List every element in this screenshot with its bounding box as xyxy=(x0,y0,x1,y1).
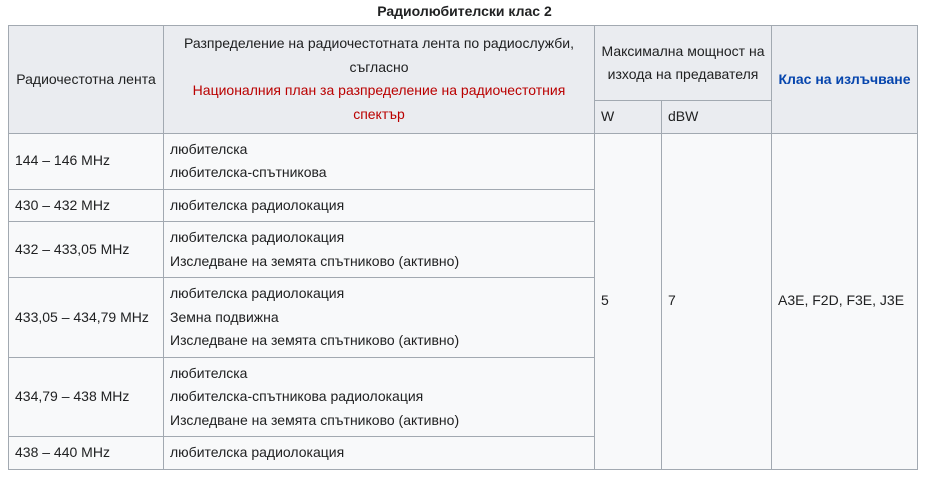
national-plan-link[interactable]: Националния план за разпределение на радиочестотния спектър xyxy=(192,82,566,122)
band-cell: 432 – 433,05 MHz xyxy=(9,222,164,278)
services-cell xyxy=(164,437,595,470)
services-cell xyxy=(164,278,595,358)
license-class-table xyxy=(8,25,918,470)
table-caption: Радиолюбителски клас 2 xyxy=(377,3,552,19)
service-line: любителска радиолокация xyxy=(170,285,345,301)
service-line: Изследване на земята спътниково (активно) xyxy=(170,332,460,348)
service-line: любителска радиолокация xyxy=(170,229,345,245)
header-power-dbw: dBW xyxy=(662,101,772,134)
services-cell xyxy=(164,357,595,437)
header-power-w: W xyxy=(595,101,662,134)
service-line: любителска радиолокация xyxy=(170,196,345,213)
services-cell xyxy=(164,222,595,278)
power-dbw-cell: 7 xyxy=(662,133,772,469)
service-line: любителска радиолокация xyxy=(170,444,345,460)
header-power: Максимална мощност на изхода на предавателя xyxy=(595,26,772,101)
band-cell: 433,05 – 434,79 MHz xyxy=(9,278,164,358)
service-line: Изследване на земята спътниково (активно) xyxy=(170,252,460,269)
emission-class-link[interactable]: Клас на излъчване xyxy=(778,70,911,87)
band-cell: 438 – 440 MHz xyxy=(9,437,164,470)
band-cell: 430 – 432 MHz xyxy=(9,189,164,222)
band-cell: 144 – 146 MHz xyxy=(9,133,164,189)
service-line: Изследване на земята спътниково (активно) xyxy=(170,411,460,428)
service-line: любителска-спътникова радиолокация xyxy=(170,388,424,404)
header-band: Радиочестотна лента xyxy=(9,26,164,134)
header-allocation xyxy=(164,26,595,134)
service-line: любителска-спътникова xyxy=(170,164,327,180)
services-cell xyxy=(164,133,595,189)
header-allocation-text: Разпределение на радиочестотната лента по радиослужби, съгласно xyxy=(183,35,575,75)
power-w-cell: 5 xyxy=(595,133,662,469)
band-cell: 434,79 – 438 MHz xyxy=(9,357,164,437)
service-line: любителска xyxy=(170,364,248,381)
table-row xyxy=(9,133,918,189)
service-line: Земна подвижна xyxy=(170,308,279,325)
service-line: любителска xyxy=(170,140,248,157)
services-cell xyxy=(164,189,595,222)
emission-cell: A3E, F2D, F3E, J3E xyxy=(772,133,918,469)
header-emission xyxy=(772,26,918,134)
